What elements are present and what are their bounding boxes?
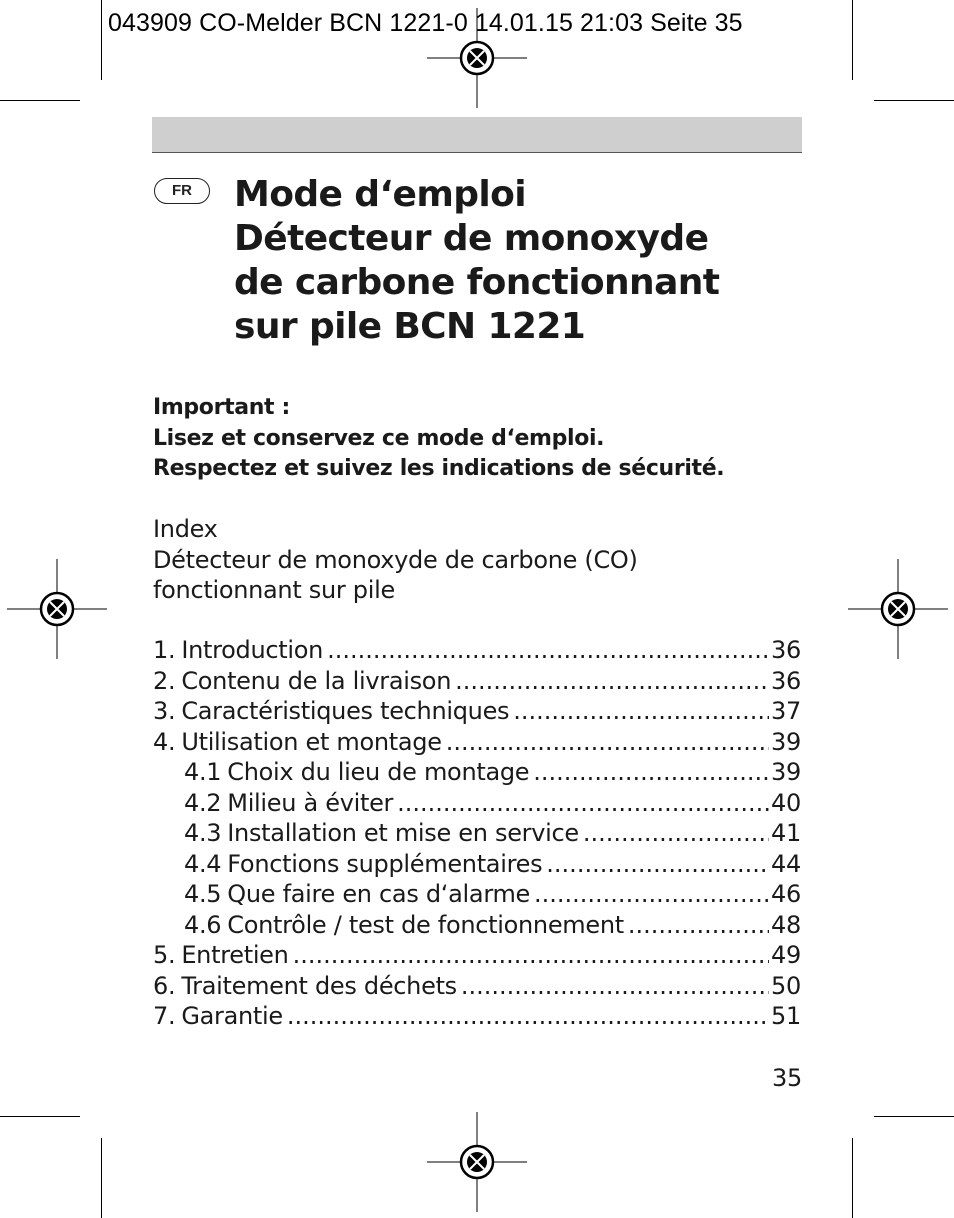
toc-label: Entretien — [181, 941, 289, 969]
toc-page: 40 — [771, 788, 801, 817]
registration-mark-icon — [7, 559, 107, 659]
toc-leader-dots — [455, 666, 769, 697]
toc-label: Caractéristiques techniques — [181, 697, 510, 725]
toc-leader-dots — [446, 727, 769, 758]
toc-page: 50 — [771, 971, 801, 1000]
important-line: Lisez et conservez ce mode d‘emploi. — [153, 425, 605, 451]
page-number: 35 — [772, 1064, 802, 1092]
toc-entry — [153, 666, 801, 697]
title-line: Détecteur de monoxyde — [234, 218, 709, 259]
toc-leader-dots — [327, 635, 769, 666]
toc-label: Choix du lieu de montage — [227, 758, 530, 786]
toc-number: 4.1 — [184, 758, 222, 786]
toc-number: 4.6 — [184, 910, 222, 939]
crop-mark — [852, 0, 853, 80]
toc-page: 48 — [771, 910, 801, 939]
toc-label: Fonctions supplémentaires — [227, 849, 543, 878]
toc-subentry — [153, 849, 801, 880]
crop-mark — [0, 1116, 80, 1117]
header-bar — [152, 117, 802, 153]
toc-subentry — [153, 879, 801, 910]
toc-label: Milieu à éviter — [227, 788, 394, 817]
crop-mark — [101, 0, 102, 80]
toc-page: 39 — [771, 727, 801, 756]
toc-page: 51 — [771, 1002, 801, 1030]
toc-page: 37 — [771, 697, 801, 725]
registration-mark-icon — [848, 559, 948, 659]
toc-leader-dots — [513, 696, 769, 727]
toc-leader-dots — [287, 1001, 769, 1032]
toc-subentry — [153, 910, 801, 941]
title-line: de carbone fonctionnant — [234, 262, 720, 303]
crop-mark — [101, 1138, 102, 1218]
toc-label: Traitement des déchets — [181, 971, 457, 1000]
toc-label: Introduction — [181, 636, 324, 664]
toc-leader-dots — [397, 788, 769, 819]
important-notice — [153, 393, 833, 485]
toc-number: 7. — [153, 1002, 176, 1030]
registration-mark-icon — [427, 8, 527, 108]
toc-number: 1. — [153, 636, 176, 664]
toc-label: Que faire en cas d‘alarme — [227, 880, 531, 908]
toc-number: 4.4 — [184, 849, 222, 878]
toc-entry — [153, 940, 801, 971]
toc-subentry — [153, 757, 801, 788]
toc-leader-dots — [628, 910, 769, 941]
crop-mark — [874, 100, 954, 101]
crop-mark — [852, 1138, 853, 1218]
toc-page: 49 — [771, 941, 801, 969]
toc-entry — [153, 971, 801, 1002]
index-line: Détecteur de monoxyde de carbone (CO) — [153, 545, 638, 574]
language-badge: FR — [154, 178, 210, 204]
index-line: Index — [153, 515, 218, 543]
toc-label: Contrôle / test de fonctionnement — [227, 910, 624, 939]
toc-leader-dots — [461, 971, 769, 1002]
important-line: Important : — [153, 395, 290, 420]
crop-mark — [0, 100, 80, 101]
toc-subentry — [153, 818, 801, 849]
toc-label: Utilisation et montage — [181, 727, 442, 756]
toc-page: 39 — [771, 758, 801, 786]
toc-number: 6. — [153, 971, 176, 1000]
toc-leader-dots — [293, 940, 769, 971]
title-line: sur pile BCN 1221 — [234, 306, 586, 347]
crop-mark — [874, 1116, 954, 1117]
toc-number: 2. — [153, 666, 176, 695]
toc-page: 44 — [771, 849, 801, 878]
toc-entry — [153, 1001, 801, 1032]
toc-number: 5. — [153, 941, 176, 969]
toc-label: Garantie — [181, 1002, 283, 1030]
toc-number: 4.3 — [184, 819, 222, 847]
index-line: fonctionnant sur pile — [153, 576, 395, 604]
important-line: Respectez et suivez les indications de sécurité. — [153, 456, 725, 481]
page-title — [234, 173, 814, 349]
toc-label: Contenu de la livraison — [181, 666, 452, 695]
toc-page: 36 — [771, 636, 801, 664]
toc-leader-dots — [534, 879, 769, 910]
toc-page: 46 — [771, 880, 801, 908]
toc-leader-dots — [533, 757, 769, 788]
toc-entry — [153, 696, 801, 727]
toc-leader-dots — [583, 818, 769, 849]
toc-label: Installation et mise en service — [227, 819, 579, 847]
toc-number: 4. — [153, 727, 176, 756]
print-slug-line: 043909 CO-Melder BCN 1221-0 14.01.15 21:03 Seite 35 — [108, 9, 743, 37]
toc-entry — [153, 635, 801, 666]
toc-page: 36 — [771, 666, 801, 695]
toc-leader-dots — [546, 849, 769, 880]
toc-entry — [153, 727, 801, 758]
index-heading — [153, 514, 833, 606]
registration-mark-icon — [427, 1112, 527, 1212]
toc-page: 41 — [771, 819, 801, 847]
toc-number: 4.2 — [184, 788, 222, 817]
table-of-contents — [153, 635, 801, 1032]
title-line: Mode d‘emploi — [234, 174, 527, 215]
toc-number: 3. — [153, 697, 176, 725]
toc-number: 4.5 — [184, 880, 222, 908]
toc-subentry — [153, 788, 801, 819]
